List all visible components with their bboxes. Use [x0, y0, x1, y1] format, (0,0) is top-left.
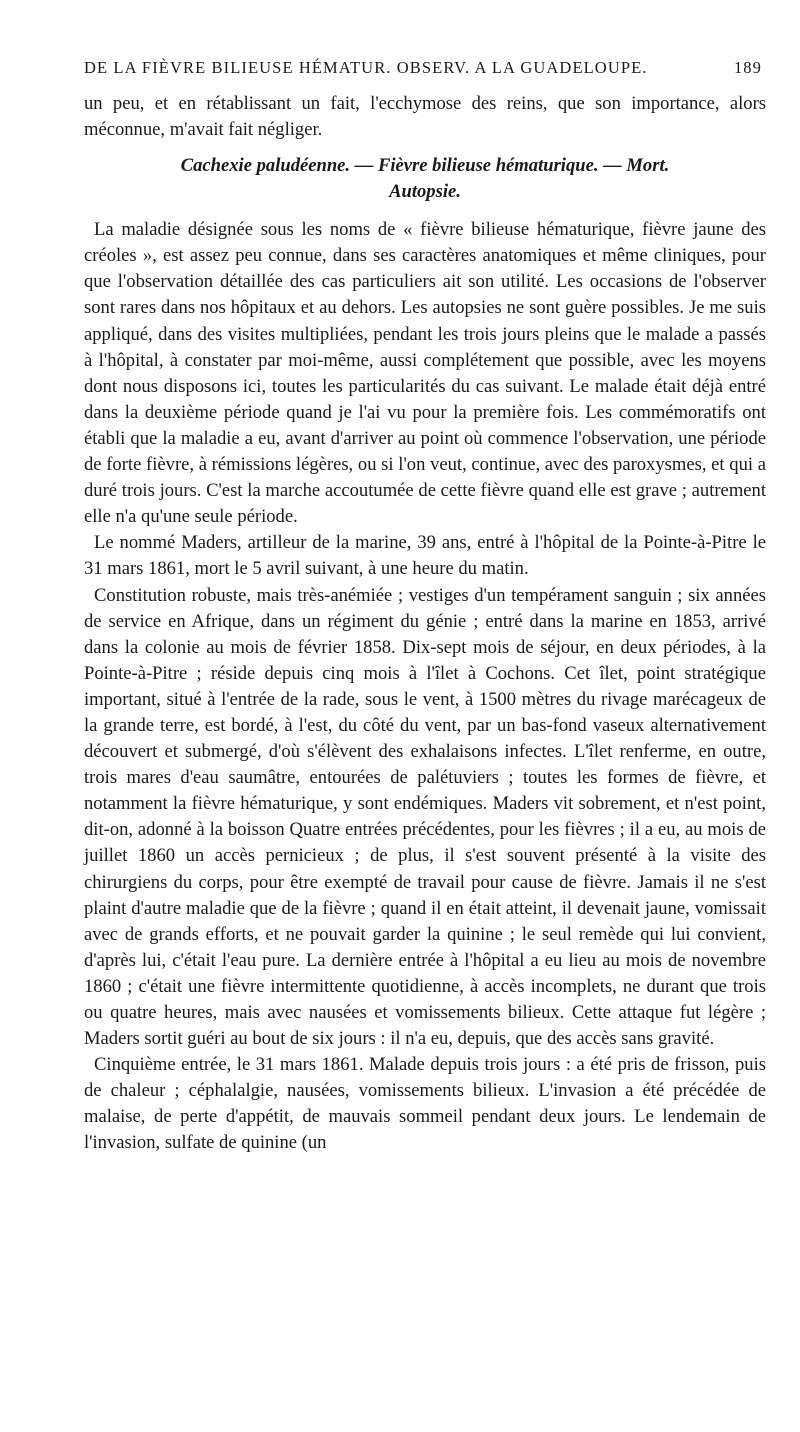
body-paragraph-3: Constitution robuste, mais très-anémiée ; vestiges d'un tempérament sanguin ; six années de service en Afrique, dans un régiment du génie ; entré dans la marine en 1853, arrivé dans la colonie au mois de février 1858. Dix-sept mois de séjour, en deux périodes, à la Pointe-à-Pitre ; réside depuis cinq mois à l'îlet à Cochons. Cet îlet, point stratégique important, situé à l'entrée de la rade, sous le vent, à 1500 mètres du rivage marécageux de la grande terre, est bordé, à l'est, du côté du vent, par un bas-fond vaseux alternativement découvert et submergé, d'où s'élèvent des exhalaisons infectes. L'îlet renferme, en outre, trois mares d'eau saumâtre, entourées de palétuviers ; toutes les formes de fièvre, et notamment la fièvre hématurique, y sont endémiques. Maders vit sobrement, et n'est point, dit-on, adonné à la boisson Quatre entrées précédentes, pour les fièvres ; il a eu, au mois de juillet 1860 un accès pernicieux ; de plus, il s'est souvent présenté à la visite des chirurgiens du corps, pour être exempté de travail pour cause de fièvre. Jamais il ne s'est plaint d'autre maladie que de la fièvre ; quand il en était atteint, il devenait jaune, vomissait avec de grands efforts, et ne pouvait garder la quinine ; le seul remède qui lui convient, d'après lui, c'était l'eau pure. La dernière entrée à l'hôpital a eu lieu au mois de novembre 1860 ; c'était une fièvre intermittente quotidienne, à accès incomplets, ne durant que trois ou quatre heures, mais avec nausées et vomissements bilieux. Cette attaque fut légère ; Maders sortit guéri au bout de six jours : il n'a eu, depuis, que des accès sans gravité. — [84, 584, 766, 1050]
page-number: 189 — [733, 58, 762, 77]
running-title: DE LA FIÈVRE BILIEUSE HÉMATUR. OBSERV. A LA GUADELOUPE. — [84, 58, 648, 77]
intro-paragraph: un peu, et en rétablissant un fait, l'ecchymose des reins, que son importance, alors méconnue, m'avait fait négliger. — [84, 93, 766, 141]
body-paragraph-1: La maladie désignée sous les noms de « fièvre bilieuse hématurique, fièvre jaune des créoles », est assez peu connue, dans ses caractères anatomiques et même cliniques, pour que l'observation détaillée des cas particuliers ait son utilité. Les occasions de l'observer sont rares dans nos hôpitaux et au dehors. Les autopsies ne sont guère possibles. Je me suis appliqué, dans des visites multipliées, pendant les trois jours pleins que le malade a passés à l'hôpital, à constater par moi-même, aussi complétement que possible, avec les moyens dont nous disposons ici, toutes les particularités du cas suivant. Le malade était déjà entré dans la deuxième période quand je l'ai vu pour la première fois. Les commémoratifs ont établi que la maladie a eu, avant d'arriver au point où commence l'observation, une période de forte fièvre, à rémissions légères, ou si l'on veut, continue, avec des paroxysmes, et qui a duré trois jours. C'est la marche accoutumée de cette fièvre quand elle est grave ; autrement elle n'a qu'une seule période. — [84, 219, 766, 528]
body-paragraph-4: Cinquième entrée, le 31 mars 1861. Malade depuis trois jours : a été pris de frisson, puis de chaleur ; céphalalgie, nausées, vomissements bilieux. L'invasion a été précédée de malaise, de perte d'appétit, de mauvais sommeil pendant deux jours. Le lendemain de l'invasion, sulfate de quinine (un — [84, 1054, 766, 1154]
book-page — [84, 58, 766, 1157]
running-head — [84, 58, 766, 78]
section-title-line1: Cachexie paludéenne. — Fièvre bilieuse hématurique. — Mort. — [180, 155, 670, 177]
body-paragraph-2: Le nommé Maders, artilleur de la marine, 39 ans, entré à l'hôpital de la Pointe-à-Pitre le 31 mars 1861, mort le 5 avril suivant, à une heure du matin. — [84, 532, 766, 580]
section-title-line2: Autopsie. — [389, 181, 461, 203]
section-title — [84, 153, 766, 205]
